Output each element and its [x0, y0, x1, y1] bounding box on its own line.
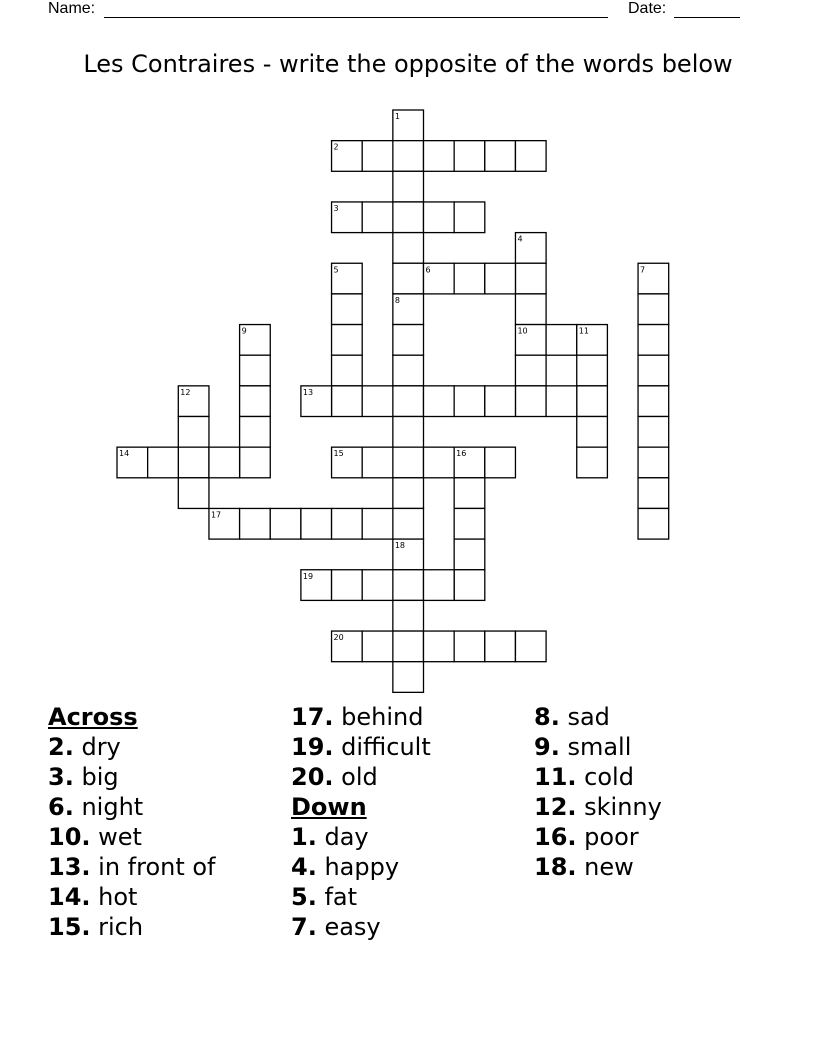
cell-number: 6: [425, 265, 431, 275]
grid-cell[interactable]: [638, 447, 669, 478]
clue-number: 13.: [48, 853, 91, 881]
clue-number: 7.: [291, 913, 317, 941]
grid-cell[interactable]: [393, 202, 424, 233]
grid-cell[interactable]: [240, 355, 271, 386]
grid-cell[interactable]: [178, 447, 209, 478]
cell-number: 20: [333, 633, 344, 643]
clue-item: [48, 912, 216, 942]
grid-cell[interactable]: [424, 141, 455, 172]
clue-number: 3.: [48, 763, 74, 791]
grid-cell[interactable]: [393, 141, 424, 172]
clue-text: small: [559, 733, 632, 761]
cell-number: 10: [517, 326, 528, 336]
cell-number: 11: [578, 326, 589, 336]
clue-number: 15.: [48, 913, 91, 941]
grid-cell[interactable]: [240, 508, 271, 539]
name-label: Name:: [48, 0, 96, 17]
grid-cell[interactable]: [485, 263, 516, 294]
clue-text: dry: [73, 733, 121, 761]
clue-number: 17.: [291, 703, 334, 731]
cell-number: 1: [394, 112, 400, 121]
date-label: Date:: [628, 0, 667, 17]
grid-cell[interactable]: [577, 386, 608, 417]
grid-cell[interactable]: [362, 386, 393, 417]
clue-text: sad: [559, 703, 610, 731]
grid-cell[interactable]: [454, 202, 485, 233]
grid-cell[interactable]: [577, 417, 608, 448]
clue-item: [48, 882, 216, 912]
cell-number: 16: [456, 449, 467, 459]
grid-cell[interactable]: [332, 355, 363, 386]
grid-cell[interactable]: [424, 570, 455, 601]
clue-text: fat: [316, 883, 358, 911]
clue-item: [291, 762, 431, 792]
clue-number: 11.: [534, 763, 577, 791]
clue-number: 12.: [534, 793, 577, 821]
clue-item: [48, 792, 216, 822]
grid-cell[interactable]: [178, 478, 209, 509]
grid-cell[interactable]: [454, 141, 485, 172]
clue-number: 1.: [291, 823, 317, 851]
grid-cell[interactable]: [393, 386, 424, 417]
clue-text: new: [576, 853, 634, 881]
grid-cell[interactable]: [240, 386, 271, 417]
clue-text: old: [333, 763, 378, 791]
clue-item: [291, 732, 431, 762]
clues-column-1: [48, 702, 216, 942]
grid-cell[interactable]: [485, 141, 516, 172]
grid-cell[interactable]: [485, 447, 516, 478]
grid-cell[interactable]: [393, 355, 424, 386]
cell-number: 18: [394, 541, 406, 551]
cell-number: 14: [119, 449, 130, 459]
grid-cell[interactable]: [148, 447, 179, 478]
clue-number: 4.: [291, 853, 317, 881]
clue-text: cold: [576, 763, 634, 791]
clue-item: [534, 822, 662, 852]
clue-item: [48, 732, 216, 762]
grid-cell[interactable]: [362, 202, 393, 233]
clue-item: [291, 912, 431, 942]
clue-number: 16.: [534, 823, 577, 851]
grid-cell[interactable]: [485, 386, 516, 417]
grid-cell[interactable]: [393, 662, 424, 693]
grid-cell[interactable]: [240, 417, 271, 448]
grid-cell[interactable]: [209, 447, 240, 478]
clue-text: poor: [576, 823, 639, 851]
grid-cell[interactable]: [638, 386, 669, 417]
grid-cell[interactable]: [454, 263, 485, 294]
clue-text: wet: [90, 823, 142, 851]
grid-cell[interactable]: [424, 447, 455, 478]
grid-cell[interactable]: [393, 570, 424, 601]
grid-cell[interactable]: [393, 508, 424, 539]
grid-cell[interactable]: [362, 508, 393, 539]
grid-cell[interactable]: [454, 631, 485, 662]
grid-cell[interactable]: [393, 447, 424, 478]
clue-text: hot: [90, 883, 138, 911]
clue-text: easy: [316, 913, 381, 941]
grid-cell[interactable]: [362, 570, 393, 601]
clue-text: in front of: [90, 853, 216, 881]
clue-number: 20.: [291, 763, 334, 791]
down-heading: Down: [291, 793, 367, 821]
clue-number: 5.: [291, 883, 317, 911]
grid-cell[interactable]: [638, 325, 669, 356]
cell-number: 4: [517, 234, 523, 244]
clue-item: [534, 852, 662, 882]
cell-number: 13: [302, 387, 314, 397]
grid-cell[interactable]: [393, 417, 424, 448]
clue-number: 19.: [291, 733, 334, 761]
clue-item: [291, 852, 431, 882]
grid-cell[interactable]: [638, 294, 669, 325]
grid-cell[interactable]: [515, 294, 546, 325]
grid-cell[interactable]: [393, 263, 424, 294]
grid-cell[interactable]: [515, 141, 546, 172]
grid-cell[interactable]: [577, 355, 608, 386]
grid-cell[interactable]: [515, 631, 546, 662]
grid-cell[interactable]: [332, 294, 363, 325]
clue-number: 9.: [534, 733, 560, 761]
clue-number: 14.: [48, 883, 91, 911]
grid-cell[interactable]: [638, 508, 669, 539]
grid-cell[interactable]: [332, 508, 363, 539]
grid-cell[interactable]: [454, 386, 485, 417]
clue-text: rich: [90, 913, 144, 941]
cell-number: 15: [333, 449, 344, 459]
clue-text: big: [73, 763, 119, 791]
cell-number: 19: [302, 571, 314, 581]
grid-cell[interactable]: [454, 570, 485, 601]
cell-number: 2: [333, 142, 339, 152]
cell-number: 17: [210, 510, 222, 520]
page-title: Les Contraires - write the opposite of the words below: [83, 50, 733, 78]
grid-cell[interactable]: [362, 141, 393, 172]
clues-column-2: [291, 702, 431, 942]
grid-cell[interactable]: [454, 539, 485, 570]
clue-text: day: [316, 823, 369, 851]
clue-text: behind: [333, 703, 424, 731]
grid-cell[interactable]: [424, 386, 455, 417]
grid-cell[interactable]: [393, 600, 424, 631]
clue-item: [291, 822, 431, 852]
clue-text: night: [73, 793, 144, 821]
clue-item: [534, 792, 662, 822]
clue-item: [48, 762, 216, 792]
grid-cell[interactable]: [393, 171, 424, 202]
grid-cell[interactable]: [393, 233, 424, 264]
grid-cell[interactable]: [270, 508, 301, 539]
grid-cell[interactable]: [393, 478, 424, 509]
cell-number: 9: [241, 326, 247, 336]
grid-cell[interactable]: [638, 417, 669, 448]
clue-item: [291, 882, 431, 912]
cell-number: 3: [333, 203, 339, 213]
grid-cell[interactable]: [393, 325, 424, 356]
grid-cell[interactable]: [332, 386, 363, 417]
grid-cell[interactable]: [454, 508, 485, 539]
clue-number: 18.: [534, 853, 577, 881]
clue-number: 10.: [48, 823, 91, 851]
clue-text: skinny: [576, 793, 662, 821]
grid-cell[interactable]: [362, 631, 393, 662]
grid-cell[interactable]: [515, 263, 546, 294]
grid-cell[interactable]: [424, 202, 455, 233]
grid-cell[interactable]: [546, 325, 577, 356]
cell-number: 12: [180, 387, 191, 397]
cell-number: 5: [333, 265, 339, 275]
grid-cell[interactable]: [362, 447, 393, 478]
clue-number: 8.: [534, 703, 560, 731]
grid-cell[interactable]: [332, 325, 363, 356]
grid-cell[interactable]: [332, 570, 363, 601]
grid-cell[interactable]: [638, 355, 669, 386]
clue-number: 6.: [48, 793, 74, 821]
grid-cell[interactable]: [546, 386, 577, 417]
grid-cell[interactable]: [454, 478, 485, 509]
across-heading: Across: [48, 703, 138, 731]
grid-cell[interactable]: [424, 631, 455, 662]
clue-item: [291, 702, 431, 732]
clues-column-3: [534, 702, 662, 882]
grid-cell[interactable]: [577, 447, 608, 478]
clue-item: [534, 732, 662, 762]
grid-cell[interactable]: [393, 631, 424, 662]
clue-item: [48, 822, 216, 852]
grid-cell[interactable]: [485, 631, 516, 662]
grid-cell[interactable]: [515, 355, 546, 386]
grid-cell[interactable]: [515, 386, 546, 417]
clue-text: difficult: [333, 733, 431, 761]
cell-number: 7: [640, 265, 646, 275]
clue-item: [534, 762, 662, 792]
clue-number: 2.: [48, 733, 74, 761]
cell-number: 8: [394, 295, 400, 305]
grid-cell[interactable]: [178, 417, 209, 448]
clue-text: happy: [316, 853, 400, 881]
grid-cell[interactable]: [638, 478, 669, 509]
grid-cell[interactable]: [301, 508, 332, 539]
grid-cell[interactable]: [240, 447, 271, 478]
clue-item: [48, 852, 216, 882]
clue-item: [534, 702, 662, 732]
